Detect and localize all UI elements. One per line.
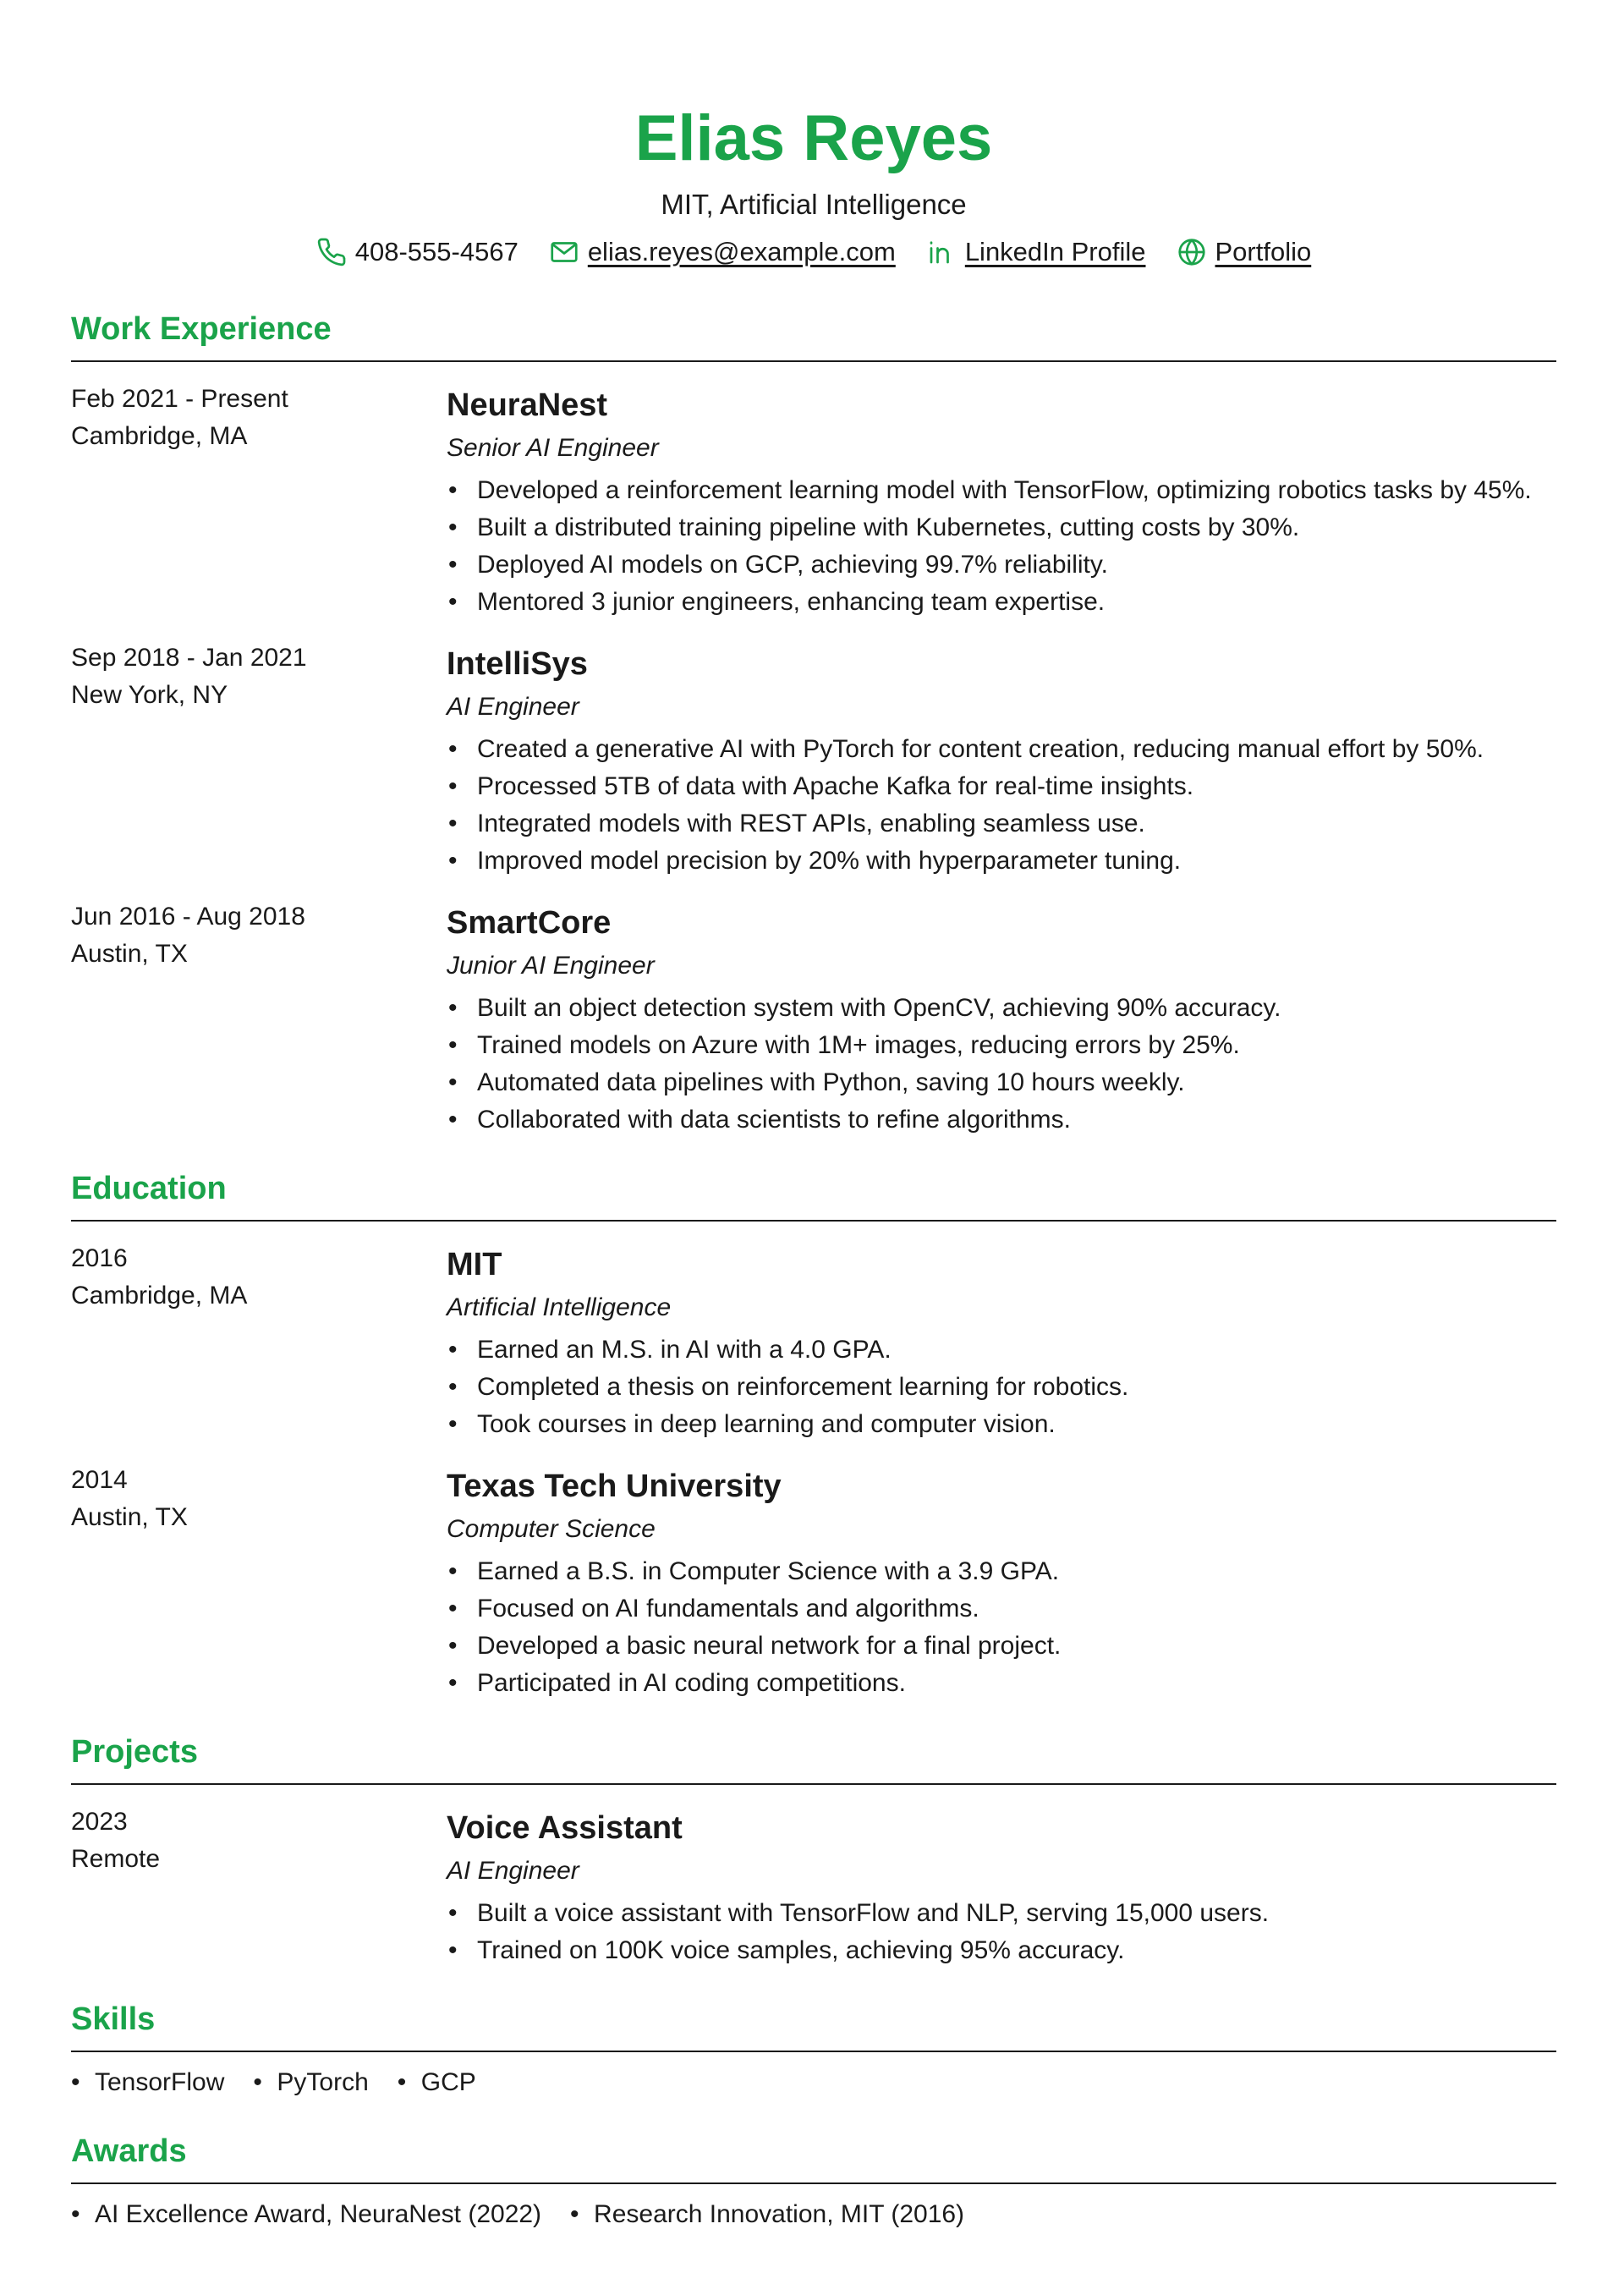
school-name: Texas Tech University — [447, 1469, 782, 1504]
resume-header — [71, 0, 1556, 267]
award-item: • AI Excellence Award, NeuraNest (2022) — [71, 2196, 541, 2233]
bullet-item: • Automated data pipelines with Python, saving 10 hours weekly. — [447, 1064, 1556, 1101]
section-title: Education — [71, 1167, 1556, 1222]
bullet-list — [447, 1331, 1556, 1443]
entry-dates: 2016 — [71, 1244, 128, 1272]
entry-meta — [71, 1804, 447, 1969]
phone-icon — [316, 237, 347, 267]
section-title: Skills — [71, 1998, 1556, 2052]
bullet-item: • Completed a thesis on reinforcement learning for robotics. — [447, 1369, 1556, 1406]
phone-number: 408-555-4567 — [354, 237, 518, 266]
project-name: Voice Assistant — [447, 1810, 683, 1846]
job-title: AI Engineer — [447, 693, 579, 721]
bullet-item: • Developed a reinforcement learning model with TensorFlow, optimizing robotics tasks by 45%. — [447, 472, 1556, 509]
work-experience-section — [71, 308, 1556, 1139]
awards-section — [71, 2130, 1556, 2233]
entry-dates: 2014 — [71, 1466, 128, 1494]
entry-body — [447, 1804, 1556, 1969]
mail-icon — [549, 237, 579, 267]
entry-meta — [71, 381, 447, 621]
entry-dates: 2023 — [71, 1808, 128, 1836]
bullet-item: • Mentored 3 junior engineers, enhancing team expertise. — [447, 584, 1556, 621]
entry-body — [447, 1462, 1556, 1702]
entry-dates: Jun 2016 - Aug 2018 — [71, 903, 305, 931]
bullet-item: • Trained models on Azure with 1M+ images, reducing errors by 25%. — [447, 1027, 1556, 1064]
resume-page — [71, 0, 1556, 2233]
section-title: Projects — [71, 1731, 1556, 1785]
entry-body — [447, 381, 1556, 621]
entry-dates: Sep 2018 - Jan 2021 — [71, 644, 307, 672]
field-of-study: Artificial Intelligence — [447, 1293, 672, 1321]
work-entry — [71, 381, 1556, 621]
award-item: • Research Innovation, MIT (2016) — [570, 2196, 964, 2233]
contact-linkedin — [926, 237, 1146, 267]
entry-meta — [71, 1462, 447, 1702]
work-entry — [71, 640, 1556, 880]
entry-location: New York, NY — [71, 681, 228, 709]
bullet-item: • Created a generative AI with PyTorch for content creation, reducing manual effort by 50%. — [447, 731, 1556, 768]
bullet-item: • Participated in AI coding competitions. — [447, 1665, 1556, 1702]
bullet-item: • Processed 5TB of data with Apache Kafka for real-time insights. — [447, 768, 1556, 805]
bullet-item: • Developed a basic neural network for a final project. — [447, 1628, 1556, 1665]
education-entry — [71, 1240, 1556, 1443]
company-name: SmartCore — [447, 905, 612, 941]
bullet-list — [447, 1895, 1556, 1969]
project-role: AI Engineer — [447, 1857, 579, 1885]
skills-section — [71, 1998, 1556, 2101]
globe-icon — [1177, 237, 1207, 267]
skill-item: • TensorFlow — [71, 2064, 224, 2101]
section-title: Work Experience — [71, 308, 1556, 362]
contact-bar — [71, 237, 1556, 267]
bullet-item: • Improved model precision by 20% with hyperparameter tuning. — [447, 843, 1556, 880]
email-link[interactable]: elias.reyes@example.com — [587, 237, 896, 266]
bullet-item: • Earned a B.S. in Computer Science with a 3.9 GPA. — [447, 1553, 1556, 1590]
skill-item: • PyTorch — [253, 2064, 368, 2101]
bullet-item: • Focused on AI fundamentals and algorithms. — [447, 1590, 1556, 1628]
entry-body — [447, 640, 1556, 880]
entry-meta — [71, 1240, 447, 1443]
contact-email — [549, 237, 896, 267]
entry-location: Cambridge, MA — [71, 422, 248, 450]
bullet-item: • Collaborated with data scientists to refine algorithms. — [447, 1101, 1556, 1139]
job-title: Junior AI Engineer — [447, 952, 655, 980]
entry-dates: Feb 2021 - Present — [71, 385, 288, 413]
candidate-name: Elias Reyes — [634, 102, 993, 174]
entry-location: Austin, TX — [71, 940, 188, 968]
bullet-item: • Took courses in deep learning and computer vision. — [447, 1406, 1556, 1443]
linkedin-icon — [926, 237, 957, 267]
portfolio-link[interactable]: Portfolio — [1215, 237, 1312, 266]
school-name: MIT — [447, 1247, 502, 1282]
entry-body — [447, 898, 1556, 1139]
bullet-item: • Deployed AI models on GCP, achieving 99.7% reliability. — [447, 546, 1556, 584]
bullet-item: • Built an object detection system with OpenCV, achieving 90% accuracy. — [447, 990, 1556, 1027]
contact-phone — [316, 237, 518, 267]
entry-body — [447, 1240, 1556, 1443]
candidate-subtitle: MIT, Artificial Intelligence — [661, 189, 967, 220]
company-name: NeuraNest — [447, 387, 608, 423]
entry-location: Austin, TX — [71, 1503, 188, 1531]
bullet-item: • Integrated models with REST APIs, enabling seamless use. — [447, 805, 1556, 843]
bullet-list — [447, 472, 1556, 621]
awards-list — [71, 2196, 1556, 2233]
entry-location: Cambridge, MA — [71, 1282, 248, 1309]
bullet-item: • Built a distributed training pipeline with Kubernetes, cutting costs by 30%. — [447, 509, 1556, 546]
education-section — [71, 1167, 1556, 1702]
bullet-list — [447, 990, 1556, 1139]
linkedin-link[interactable]: LinkedIn Profile — [964, 237, 1146, 266]
bullet-list — [447, 1553, 1556, 1702]
project-entry — [71, 1804, 1556, 1969]
entry-location: Remote — [71, 1845, 161, 1873]
entry-meta — [71, 640, 447, 880]
skill-item: • GCP — [398, 2064, 476, 2101]
bullet-list — [447, 731, 1556, 880]
work-entry — [71, 898, 1556, 1139]
education-entry — [71, 1462, 1556, 1702]
entry-meta — [71, 898, 447, 1139]
bullet-item: • Built a voice assistant with TensorFlow and NLP, serving 15,000 users. — [447, 1895, 1556, 1932]
job-title: Senior AI Engineer — [447, 434, 659, 462]
bullet-item: • Trained on 100K voice samples, achieving 95% accuracy. — [447, 1932, 1556, 1969]
skills-list — [71, 2064, 1556, 2101]
contact-portfolio — [1177, 237, 1312, 267]
section-title: Awards — [71, 2130, 1556, 2184]
projects-section — [71, 1731, 1556, 1969]
bullet-item: • Earned an M.S. in AI with a 4.0 GPA. — [447, 1331, 1556, 1369]
field-of-study: Computer Science — [447, 1515, 656, 1543]
company-name: IntelliSys — [447, 646, 588, 682]
